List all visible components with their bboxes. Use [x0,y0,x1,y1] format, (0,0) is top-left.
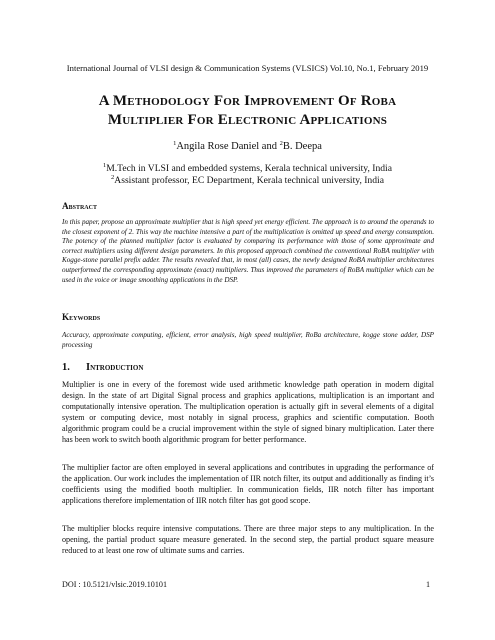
section-title: Introduction [86,362,144,373]
section-number: 1. [62,362,70,373]
running-head: International Journal of VLSI design & Communication Systems (VLSICS) Vol.10, No.1, February 2019 [66,63,429,73]
doi-footer: DOI : 10.5121/vlsic.2019.10101 [62,580,167,589]
author-list [0,141,495,152]
introduction-heading [62,362,143,373]
author2-name: B. Deepa [282,141,322,152]
abstract-heading: Abstract [62,201,97,211]
affiliation-2-superscript: 2 [111,173,115,181]
affiliation-1 [0,163,495,175]
keywords-text: Accuracy, approximate computing, efficient, error analysis, high speed multiplier, RoBa architecture, kogge stone adder, DSP processing [62,331,434,349]
keywords-heading: Keywords [62,312,101,322]
page-number: 1 [426,580,431,589]
paper-title [40,92,455,130]
intro-paragraph-2: The multiplier factor are often employed in several applications and contributes in upgrading the performance of the application. Our work includes the implementation of IIR notch filter, its output and additionally as finding it’s coefficients using the modified booth multiplier. In communication fields, IIR notch filter has important applications therefore implementation of IIR notch filter has got good scope. [62,463,434,505]
affiliation-1-superscript: 1 [103,162,107,169]
author1-superscript: 1 [173,140,177,147]
affiliation-2 [0,175,495,187]
abstract-text: In this paper, propose an approximate multiplier that is high speed yet energy efficient. The approach is to around the operands to the closest exponent of 2. This way the machine intensive a part of the multiplication is omitted up speed and energy consumption. The potency of the planned multiplier factor is evaluated by comparing its performance with those of some approximate and correct multipliers using different design parameters. In this proposed approach combined the conventional RoBA multiplier with Kogge-stone parallel prefix adder. The results revealed that, in most (all) cases, the newly designed RoBA multiplier architectures outperformed the corresponding approximate (exact) multipliers. Thus improved the parameters of RoBA multiplier which can be used in the voice or image smoothing applications in the DSP. [62,218,434,284]
title-line-1: A Methodology For Improvement Of Roba [98,93,397,109]
affiliations [0,163,495,186]
author2-superscript: 2 [279,140,283,147]
affiliation-2-text: Assistant professor, EC Department, Kerala technical university, India [114,174,384,186]
title-line-2: Multiplier For Electronic Applications [107,112,388,128]
affiliation-1-text: M.Tech in VLSI and embedded systems, Kerala technical university, India [106,163,392,174]
intro-paragraph-3: The multiplier blocks require intensive computations. There are three major steps to any multiplication. In the opening, the partial product square measure generated. In the second step, the partial product square measure reduced to at least one row of ultimate sums and carries. [62,524,434,555]
author1-name: Angila Rose Daniel and [176,141,280,152]
intro-paragraph-1: Multiplier is one in every of the foremost wide used arithmetic knowledge path operation in modern digital design. In the state of art Digital Signal process and graphics applications, multiplication is an important and computationally intensive operation. The multiplication operation is actually gift in several elements of a digital system or computing device, most notably in signal process, graphics and scientific computation. Booth algorithmic program could be a crucial improvement within the style of signed binary multiplication. Later there has been work to switch booth algorithmic program for better performance. [62,380,434,444]
